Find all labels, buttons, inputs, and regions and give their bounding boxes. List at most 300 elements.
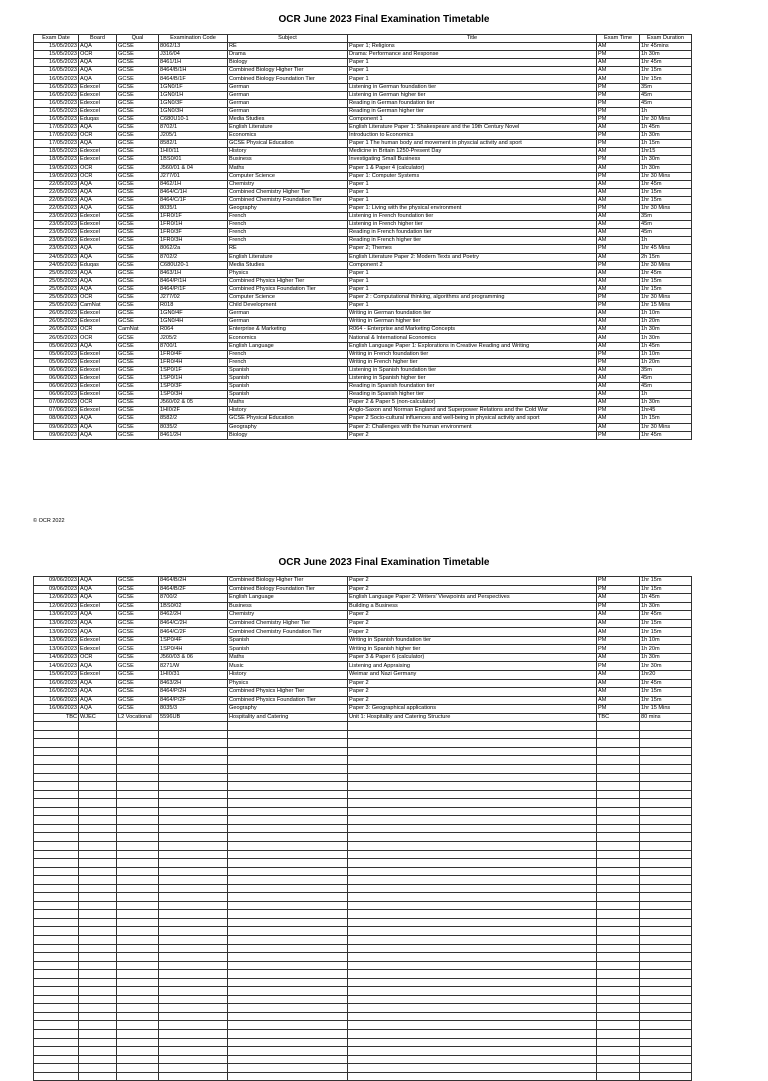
table-cell: 15/05/2023 (34, 43, 79, 51)
table-cell: AQA (79, 594, 117, 603)
table-row (34, 237, 692, 245)
table-cell (34, 1029, 79, 1038)
table-row-empty (34, 935, 692, 944)
table-cell (348, 850, 597, 859)
table-cell: PM (597, 705, 640, 714)
table-cell: 1hr 15m (640, 188, 692, 196)
table-row (34, 124, 692, 132)
table-cell: 1HI0/2F (159, 407, 228, 415)
table-cell (597, 799, 640, 808)
table-row-empty (34, 901, 692, 910)
table-cell: Computer Science (228, 172, 348, 180)
table-cell (597, 773, 640, 782)
table-cell: Reading in Spanish foundation tier (348, 383, 597, 391)
table-cell (597, 739, 640, 748)
table-cell: Combined Biology Foundation Tier (228, 585, 348, 594)
table-cell (640, 1055, 692, 1064)
table-cell: Paper 2 (348, 577, 597, 586)
table-cell: 8462/2H (159, 611, 228, 620)
table-cell: PM (597, 585, 640, 594)
table-cell (348, 970, 597, 979)
table-cell: 16/06/2023 (34, 688, 79, 697)
table-cell (159, 901, 228, 910)
table-cell: Edexcel (79, 391, 117, 399)
table-cell: Edexcel (79, 237, 117, 245)
table-cell (228, 782, 348, 791)
table-cell (79, 944, 117, 953)
table-cell (117, 756, 159, 765)
table-cell (117, 1055, 159, 1064)
table-cell: 1hr 30m (640, 662, 692, 671)
table-cell (117, 1029, 159, 1038)
table-cell: 1hr 15m (640, 67, 692, 75)
table-cell (640, 1072, 692, 1081)
table-cell (228, 756, 348, 765)
table-cell (640, 833, 692, 842)
table-cell: History (228, 407, 348, 415)
table-row (34, 358, 692, 366)
table-cell: 08/06/2023 (34, 415, 79, 423)
table-cell: 17/05/2023 (34, 124, 79, 132)
table-cell: 16/05/2023 (34, 83, 79, 91)
table-cell: Paper 3: Geographical applications (348, 705, 597, 714)
table-cell (228, 961, 348, 970)
table-cell (348, 722, 597, 731)
table-cell (597, 816, 640, 825)
table-row-empty (34, 1029, 692, 1038)
table-cell: 8464/P/1F (159, 285, 228, 293)
table-cell: 1SP0/4H (159, 645, 228, 654)
table-cell: 24/05/2023 (34, 261, 79, 269)
table-cell (159, 970, 228, 979)
table-cell: 16/05/2023 (34, 67, 79, 75)
table-cell: Edexcel (79, 156, 117, 164)
table-cell (79, 910, 117, 919)
table-row (34, 350, 692, 358)
table-cell: Combined Chemistry Foundation Tier (228, 196, 348, 204)
table-cell: 1hr 30 Mins (640, 172, 692, 180)
table-cell: AQA (79, 253, 117, 261)
table-cell: 8700/1 (159, 342, 228, 350)
table-cell: 1SP0/4F (159, 636, 228, 645)
table-cell (79, 1064, 117, 1073)
table-cell (79, 1038, 117, 1047)
table-row (34, 577, 692, 586)
table-cell: 19/05/2023 (34, 172, 79, 180)
table-cell (348, 876, 597, 885)
table-cell: 8464/C/1F (159, 196, 228, 204)
table-cell: Paper 1 & Paper 4 (calculator) (348, 164, 597, 172)
table-cell: 1h 30m (640, 164, 692, 172)
table-row (34, 696, 692, 705)
table-row-empty (34, 927, 692, 936)
table-row-empty (34, 944, 692, 953)
table-cell: OCR (79, 132, 117, 140)
table-cell (79, 884, 117, 893)
table-cell: 05/06/2023 (34, 342, 79, 350)
table-cell: GCSE (117, 124, 159, 132)
table-cell: 22/05/2023 (34, 196, 79, 204)
table-cell: GCSE (117, 374, 159, 382)
table-cell (228, 1004, 348, 1013)
table-cell: 1h 45m (640, 124, 692, 132)
table-cell: R018 (159, 302, 228, 310)
table-cell: 8582/2 (159, 415, 228, 423)
table-cell (34, 816, 79, 825)
table-cell: Physics (228, 679, 348, 688)
table-cell (159, 1021, 228, 1030)
table-cell: OCR (79, 653, 117, 662)
table-cell: German (228, 107, 348, 115)
table-cell: 1GN0/1F (159, 83, 228, 91)
table-cell: Exam Time (597, 35, 640, 43)
page-title: OCR June 2023 Final Examination Timetable (278, 14, 490, 25)
table-cell: 13/06/2023 (34, 645, 79, 654)
table-cell (228, 918, 348, 927)
table-cell (597, 756, 640, 765)
table-cell: GCSE (117, 696, 159, 705)
table-cell (348, 867, 597, 876)
table-cell: 25/05/2023 (34, 285, 79, 293)
table-cell: 8463/1H (159, 269, 228, 277)
table-cell (34, 765, 79, 774)
table-cell (117, 867, 159, 876)
table-cell (597, 782, 640, 791)
table-cell (640, 1004, 692, 1013)
table-cell (597, 961, 640, 970)
table-cell: Introduction to Economics (348, 132, 597, 140)
table-cell (159, 987, 228, 996)
table-cell (79, 859, 117, 868)
table-cell (348, 978, 597, 987)
table-cell (117, 824, 159, 833)
table-cell (228, 816, 348, 825)
table-cell: Edexcel (79, 636, 117, 645)
table-cell (117, 799, 159, 808)
table-cell: AM (597, 334, 640, 342)
table-row (34, 374, 692, 382)
table-cell (159, 824, 228, 833)
table-cell: GCSE (117, 277, 159, 285)
table-cell (34, 927, 79, 936)
table-cell: 5596UB (159, 713, 228, 722)
table-cell: Combined Biology Higher Tier (228, 577, 348, 586)
table-cell (640, 1029, 692, 1038)
table-cell: English Literature (228, 124, 348, 132)
table-cell (79, 935, 117, 944)
table-cell (640, 799, 692, 808)
table-cell: AQA (79, 196, 117, 204)
table-cell (228, 1021, 348, 1030)
table-cell: Biology (228, 59, 348, 67)
table-cell: 8035/2 (159, 423, 228, 431)
table-cell: Combined Biology Foundation Tier (228, 75, 348, 83)
table-cell: Edexcel (79, 99, 117, 107)
table-cell: GCSE (117, 140, 159, 148)
table-cell: 1GN0/4F (159, 310, 228, 318)
table-cell (117, 773, 159, 782)
table-cell: GCSE (117, 391, 159, 399)
table-cell: Paper 2 Socio-cultural influences and well-being in physical activity and sport (348, 415, 597, 423)
table-cell: AM (597, 679, 640, 688)
table-cell (597, 910, 640, 919)
table-cell: Spanish (228, 645, 348, 654)
table-cell: 1hr 15m (640, 585, 692, 594)
table-cell (117, 1021, 159, 1030)
table-cell: Child Development (228, 302, 348, 310)
table-cell: 16/06/2023 (34, 679, 79, 688)
table-row (34, 83, 692, 91)
table-cell: 1h 30m (640, 326, 692, 334)
table-cell: TBC (34, 713, 79, 722)
table-cell (34, 995, 79, 1004)
table-cell: AQA (79, 662, 117, 671)
table-cell (117, 730, 159, 739)
table-cell: 1hr 45 Mins (640, 245, 692, 253)
table-cell: French (228, 213, 348, 221)
table-cell (159, 953, 228, 962)
table-cell: 1h 10m (640, 310, 692, 318)
table-cell: 8035/1 (159, 204, 228, 212)
table-cell: French (228, 221, 348, 229)
table-cell (159, 978, 228, 987)
table-cell: 1hr 30 Mins (640, 115, 692, 123)
table-cell: 45m (640, 383, 692, 391)
table-cell: 8464/C/1H (159, 188, 228, 196)
table-cell (640, 935, 692, 944)
table-cell: 22/05/2023 (34, 188, 79, 196)
table-cell: Edexcel (79, 645, 117, 654)
table-cell: French (228, 350, 348, 358)
table-cell: Writing in German higher tier (348, 318, 597, 326)
table-cell: GCSE (117, 602, 159, 611)
table-cell (117, 859, 159, 868)
table-cell: 1h 15m (640, 415, 692, 423)
table-cell: 1h 30m (640, 653, 692, 662)
table-cell: 1GN0/4H (159, 318, 228, 326)
table-cell (79, 1047, 117, 1056)
table-cell (640, 739, 692, 748)
table-row-empty (34, 1012, 692, 1021)
table-cell: 16/05/2023 (34, 75, 79, 83)
table-cell (117, 765, 159, 774)
table-cell: OCR (79, 294, 117, 302)
table-cell (34, 1038, 79, 1047)
table-row-empty (34, 790, 692, 799)
table-cell (117, 739, 159, 748)
table-cell (34, 918, 79, 927)
table-cell (117, 833, 159, 842)
table-cell: AQA (79, 619, 117, 628)
table-cell: 1hr 15m (640, 577, 692, 586)
table-cell (79, 782, 117, 791)
table-row-empty (34, 807, 692, 816)
table-cell (159, 910, 228, 919)
table-cell: Building a Business (348, 602, 597, 611)
table-cell: Combined Chemistry Higher Tier (228, 619, 348, 628)
table-cell: CamNat (117, 326, 159, 334)
table-cell: 05/06/2023 (34, 350, 79, 358)
table-cell: 80 mins (640, 713, 692, 722)
table-cell: 8464/B/1H (159, 67, 228, 75)
table-cell (228, 970, 348, 979)
table-cell: GCSE (117, 358, 159, 366)
table-row (34, 713, 692, 722)
table-cell: GCSE (117, 261, 159, 269)
table-row (34, 156, 692, 164)
table-cell (640, 841, 692, 850)
table-cell: German (228, 318, 348, 326)
table-cell (117, 850, 159, 859)
table-cell (640, 850, 692, 859)
table-row-empty (34, 765, 692, 774)
table-cell: AQA (79, 59, 117, 67)
table-row (34, 188, 692, 196)
table-cell: 23/05/2023 (34, 237, 79, 245)
table-row (34, 619, 692, 628)
table-cell: 1GN0/1H (159, 91, 228, 99)
table-cell: GCSE (117, 221, 159, 229)
table-cell: AM (597, 253, 640, 261)
table-cell: Paper 1; Religions (348, 43, 597, 51)
table-cell: RE (228, 43, 348, 51)
table-row (34, 51, 692, 59)
table-cell: Music (228, 662, 348, 671)
table-row (34, 407, 692, 415)
table-cell: Edexcel (79, 383, 117, 391)
table-cell: Edexcel (79, 350, 117, 358)
table-cell (79, 747, 117, 756)
table-row-empty (34, 773, 692, 782)
table-row (34, 148, 692, 156)
table-cell (640, 867, 692, 876)
table-cell: AM (597, 671, 640, 680)
table-cell: GCSE (117, 99, 159, 107)
table-cell: 1SP0/3F (159, 383, 228, 391)
table-cell (117, 910, 159, 919)
table-cell: Paper 1 (348, 269, 597, 277)
table-cell (159, 790, 228, 799)
table-cell: Reading in German higher tier (348, 107, 597, 115)
table-cell (79, 1072, 117, 1081)
table-row (34, 342, 692, 350)
table-cell: 18/05/2023 (34, 148, 79, 156)
table-row-empty (34, 910, 692, 919)
table-cell: AQA (79, 285, 117, 293)
table-cell (597, 1012, 640, 1021)
table-cell: 1h 30m (640, 399, 692, 407)
table-cell (79, 824, 117, 833)
table-cell (117, 1072, 159, 1081)
table-cell: 1SP0/3H (159, 391, 228, 399)
table-row-empty (34, 799, 692, 808)
table-cell: Chemistry (228, 180, 348, 188)
table-cell: 1hr 45m (640, 611, 692, 620)
table-cell (117, 935, 159, 944)
table-cell: GCSE (117, 342, 159, 350)
table-cell: AQA (79, 277, 117, 285)
table-cell (159, 1004, 228, 1013)
table-cell: 22/05/2023 (34, 180, 79, 188)
table-cell (79, 867, 117, 876)
table-cell (79, 773, 117, 782)
table-cell (159, 756, 228, 765)
table-cell (79, 1004, 117, 1013)
table-cell: 23/05/2023 (34, 229, 79, 237)
table-cell: 1hr15 (640, 148, 692, 156)
table-cell: GCSE (117, 619, 159, 628)
table-cell: 16/06/2023 (34, 696, 79, 705)
table-cell: GCSE (117, 653, 159, 662)
table-cell: R064 (159, 326, 228, 334)
table-cell: GCSE (117, 302, 159, 310)
table-cell (79, 987, 117, 996)
table-cell (640, 918, 692, 927)
table-cell: GCSE (117, 423, 159, 431)
table-cell: 1hr 45m (640, 59, 692, 67)
table-cell: AM (597, 423, 640, 431)
table-cell: Maths (228, 164, 348, 172)
table-cell: AM (597, 180, 640, 188)
table-cell: Medicine in Britain 1250-Present Day (348, 148, 597, 156)
table-cell: 2h 15m (640, 253, 692, 261)
table-cell (159, 867, 228, 876)
table-cell: 1hr 15m (640, 628, 692, 637)
table-cell (79, 722, 117, 731)
table-cell: 8700/2 (159, 594, 228, 603)
table-row (34, 164, 692, 172)
table-cell: AQA (79, 585, 117, 594)
table-cell: 1hr 15m (640, 619, 692, 628)
table-cell (348, 790, 597, 799)
table-cell: 1BS0/02 (159, 602, 228, 611)
table-cell: Paper 1: Computer Systems (348, 172, 597, 180)
table-cell: AQA (79, 415, 117, 423)
table-row (34, 59, 692, 67)
table-row-empty (34, 918, 692, 927)
table-cell: Paper 1 (348, 196, 597, 204)
table-cell: GCSE (117, 213, 159, 221)
table-cell (117, 807, 159, 816)
table-cell (117, 927, 159, 936)
table-cell (159, 927, 228, 936)
table-cell: 09/06/2023 (34, 577, 79, 586)
table-cell: Maths (228, 653, 348, 662)
table-cell (34, 859, 79, 868)
table-cell (228, 927, 348, 936)
table-row (34, 602, 692, 611)
table-cell: 26/05/2023 (34, 334, 79, 342)
table-cell: GCSE (117, 59, 159, 67)
table-cell: Paper 2; Themes (348, 245, 597, 253)
table-cell: 23/05/2023 (34, 221, 79, 229)
table-cell (117, 918, 159, 927)
table-cell: 1hr 30 Mins (640, 294, 692, 302)
table-cell: 8035/3 (159, 705, 228, 714)
table-cell (79, 927, 117, 936)
page-title-2: OCR June 2023 Final Examination Timetable (278, 557, 490, 568)
table-cell (79, 876, 117, 885)
table-cell (228, 1064, 348, 1073)
table-cell: 1h 30m (640, 156, 692, 164)
table-cell: Paper 2 (348, 679, 597, 688)
table-cell: 1FR0/4H (159, 358, 228, 366)
table-cell: J277/02 (159, 294, 228, 302)
table-cell (117, 722, 159, 731)
table-row (34, 172, 692, 180)
table-cell: 22/05/2023 (34, 204, 79, 212)
table-cell: AQA (79, 269, 117, 277)
